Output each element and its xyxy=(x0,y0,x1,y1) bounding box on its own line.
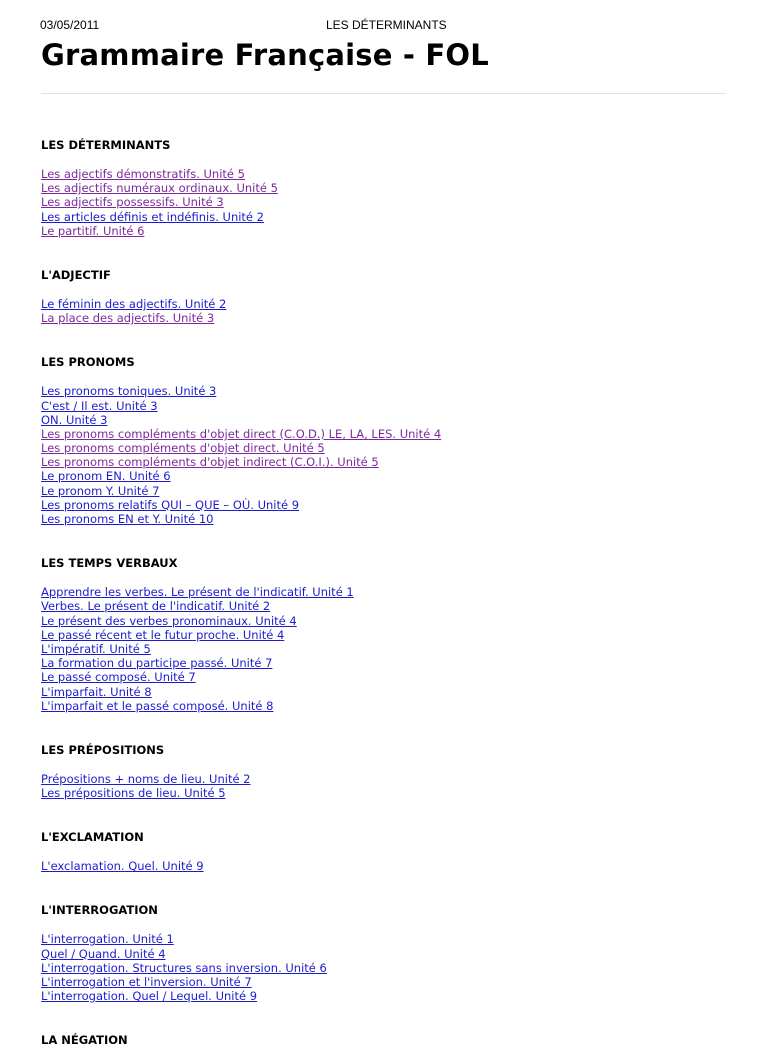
lesson-link[interactable]: L'exclamation. Quel. Unité 9 xyxy=(41,859,204,874)
header-divider xyxy=(41,93,726,94)
list-item xyxy=(41,599,731,613)
list-item xyxy=(41,670,731,684)
lesson-link[interactable]: C'est / Il est. Unité 3 xyxy=(41,398,158,413)
list-item xyxy=(41,989,731,1003)
list-item xyxy=(41,210,731,224)
lesson-link[interactable]: La place des adjectifs. Unité 3 xyxy=(41,311,215,326)
section-heading: L'ADJECTIF xyxy=(41,267,111,282)
section-heading: LES DÉTERMINANTS xyxy=(41,138,171,152)
list-item xyxy=(41,224,731,238)
section-les-pronoms xyxy=(41,348,731,526)
list-item xyxy=(41,297,731,311)
lesson-link[interactable]: Le pronom EN. Unité 6 xyxy=(41,469,171,484)
list-item xyxy=(41,413,731,427)
section-heading: LA NÉGATION xyxy=(41,1033,128,1048)
section-heading: L'INTERROGATION xyxy=(41,903,158,918)
lesson-link[interactable]: La formation du participe passé. Unité 7 xyxy=(41,656,273,671)
lesson-link[interactable]: Les pronoms EN et Y. Unité 10 xyxy=(41,512,214,526)
list-item xyxy=(41,772,731,786)
content xyxy=(41,131,731,1054)
section-l-exclamation xyxy=(41,823,731,873)
lesson-link[interactable]: L'interrogation. Unité 1 xyxy=(41,932,174,947)
lesson-link[interactable]: Le féminin des adjectifs. Unité 2 xyxy=(41,296,227,311)
list-item xyxy=(41,181,731,195)
lesson-link[interactable]: Les articles définis et indéfinis. Unité 2 xyxy=(41,209,264,224)
site-title: Grammaire Française - FOL xyxy=(41,38,489,72)
lesson-link[interactable]: L'imparfait et le passé composé. Unité 8 xyxy=(41,698,274,713)
link-list xyxy=(41,859,731,873)
list-item xyxy=(41,469,731,483)
section-heading: LES TEMPS VERBAUX xyxy=(41,556,178,571)
section-la-negation xyxy=(41,1026,731,1054)
print-date: 03/05/2011 xyxy=(40,18,100,32)
lesson-link[interactable]: L'impératif. Unité 5 xyxy=(41,641,151,656)
lesson-link[interactable]: L'interrogation et l'inversion. Unité 7 xyxy=(41,975,252,989)
link-list xyxy=(41,384,731,526)
lesson-link[interactable]: Les adjectifs possessifs. Unité 3 xyxy=(41,195,224,210)
lesson-link[interactable]: Les prépositions de lieu. Unité 5 xyxy=(41,786,226,801)
list-item xyxy=(41,427,731,441)
lesson-link[interactable]: Les pronoms relatifs QUI – QUE – OÙ. Unité 9 xyxy=(41,497,300,512)
lesson-link[interactable]: Prépositions + noms de lieu. Unité 2 xyxy=(41,771,251,786)
lesson-link[interactable]: Quel / Quand. Unité 4 xyxy=(41,946,166,961)
list-item xyxy=(41,585,731,599)
list-item xyxy=(41,311,731,325)
list-item xyxy=(41,628,731,642)
section-l-interrogation xyxy=(41,896,731,1003)
lesson-link[interactable]: Le passé récent et le futur proche. Unité 4 xyxy=(41,627,285,642)
lesson-link[interactable]: Les pronoms toniques. Unité 3 xyxy=(41,384,217,399)
print-header xyxy=(40,18,728,34)
section-l-adjectif xyxy=(41,261,731,325)
lesson-link[interactable]: Le pronom Y. Unité 7 xyxy=(41,483,160,498)
section-heading: L'EXCLAMATION xyxy=(41,830,144,845)
link-list xyxy=(41,932,731,1003)
lesson-link[interactable]: L'interrogation. Structures sans inversion. Unité 6 xyxy=(41,960,327,975)
list-item xyxy=(41,441,731,455)
list-item xyxy=(41,484,731,498)
section-les-prepositions xyxy=(41,736,731,800)
list-item xyxy=(41,685,731,699)
list-item xyxy=(41,859,731,873)
lesson-link[interactable]: Les pronoms compléments d'objet direct. Unité 5 xyxy=(41,441,325,456)
lesson-link[interactable]: Verbes. Le présent de l'indicatif. Unité 2 xyxy=(41,599,271,614)
list-item xyxy=(41,961,731,975)
link-list xyxy=(41,585,731,713)
list-item xyxy=(41,384,731,398)
lesson-link[interactable]: Apprendre les verbes. Le présent de l'indicatif. Unité 1 xyxy=(41,585,354,600)
list-item xyxy=(41,498,731,512)
link-list xyxy=(41,167,731,238)
lesson-link[interactable]: Le présent des verbes pronominaux. Unité 4 xyxy=(41,613,297,628)
list-item xyxy=(41,167,731,181)
list-item xyxy=(41,399,731,413)
lesson-link[interactable]: Les pronoms compléments d'objet indirect (C.O.I.). Unité 5 xyxy=(41,455,379,470)
link-list xyxy=(41,297,731,325)
list-item xyxy=(41,947,731,961)
lesson-link[interactable]: Le partitif. Unité 6 xyxy=(41,223,145,238)
list-item xyxy=(41,642,731,656)
section-les-temps-verbaux xyxy=(41,549,731,713)
list-item xyxy=(41,699,731,713)
list-item xyxy=(41,195,731,209)
lesson-link[interactable]: ON. Unité 3 xyxy=(41,412,108,427)
section-les-determinants xyxy=(41,131,731,238)
print-page-title: LES DÉTERMINANTS xyxy=(326,18,447,32)
list-item xyxy=(41,656,731,670)
lesson-link[interactable]: L'imparfait. Unité 8 xyxy=(41,684,152,699)
list-item xyxy=(41,786,731,800)
section-heading: LES PRONOMS xyxy=(41,355,135,370)
list-item xyxy=(41,455,731,469)
list-item xyxy=(41,614,731,628)
lesson-link[interactable]: Les adjectifs numéraux ordinaux. Unité 5 xyxy=(41,181,278,196)
section-heading: LES PRÉPOSITIONS xyxy=(41,742,165,757)
lesson-link[interactable]: L'interrogation. Quel / Lequel. Unité 9 xyxy=(41,989,258,1004)
list-item xyxy=(41,932,731,946)
lesson-link[interactable]: Le passé composé. Unité 7 xyxy=(41,670,196,685)
link-list xyxy=(41,772,731,800)
lesson-link[interactable]: Les adjectifs démonstratifs. Unité 5 xyxy=(41,167,245,181)
lesson-link[interactable]: Les pronoms compléments d'objet direct (C.O.D.) LE, LA, LES. Unité 4 xyxy=(41,426,442,441)
list-item xyxy=(41,975,731,989)
list-item xyxy=(41,512,731,526)
